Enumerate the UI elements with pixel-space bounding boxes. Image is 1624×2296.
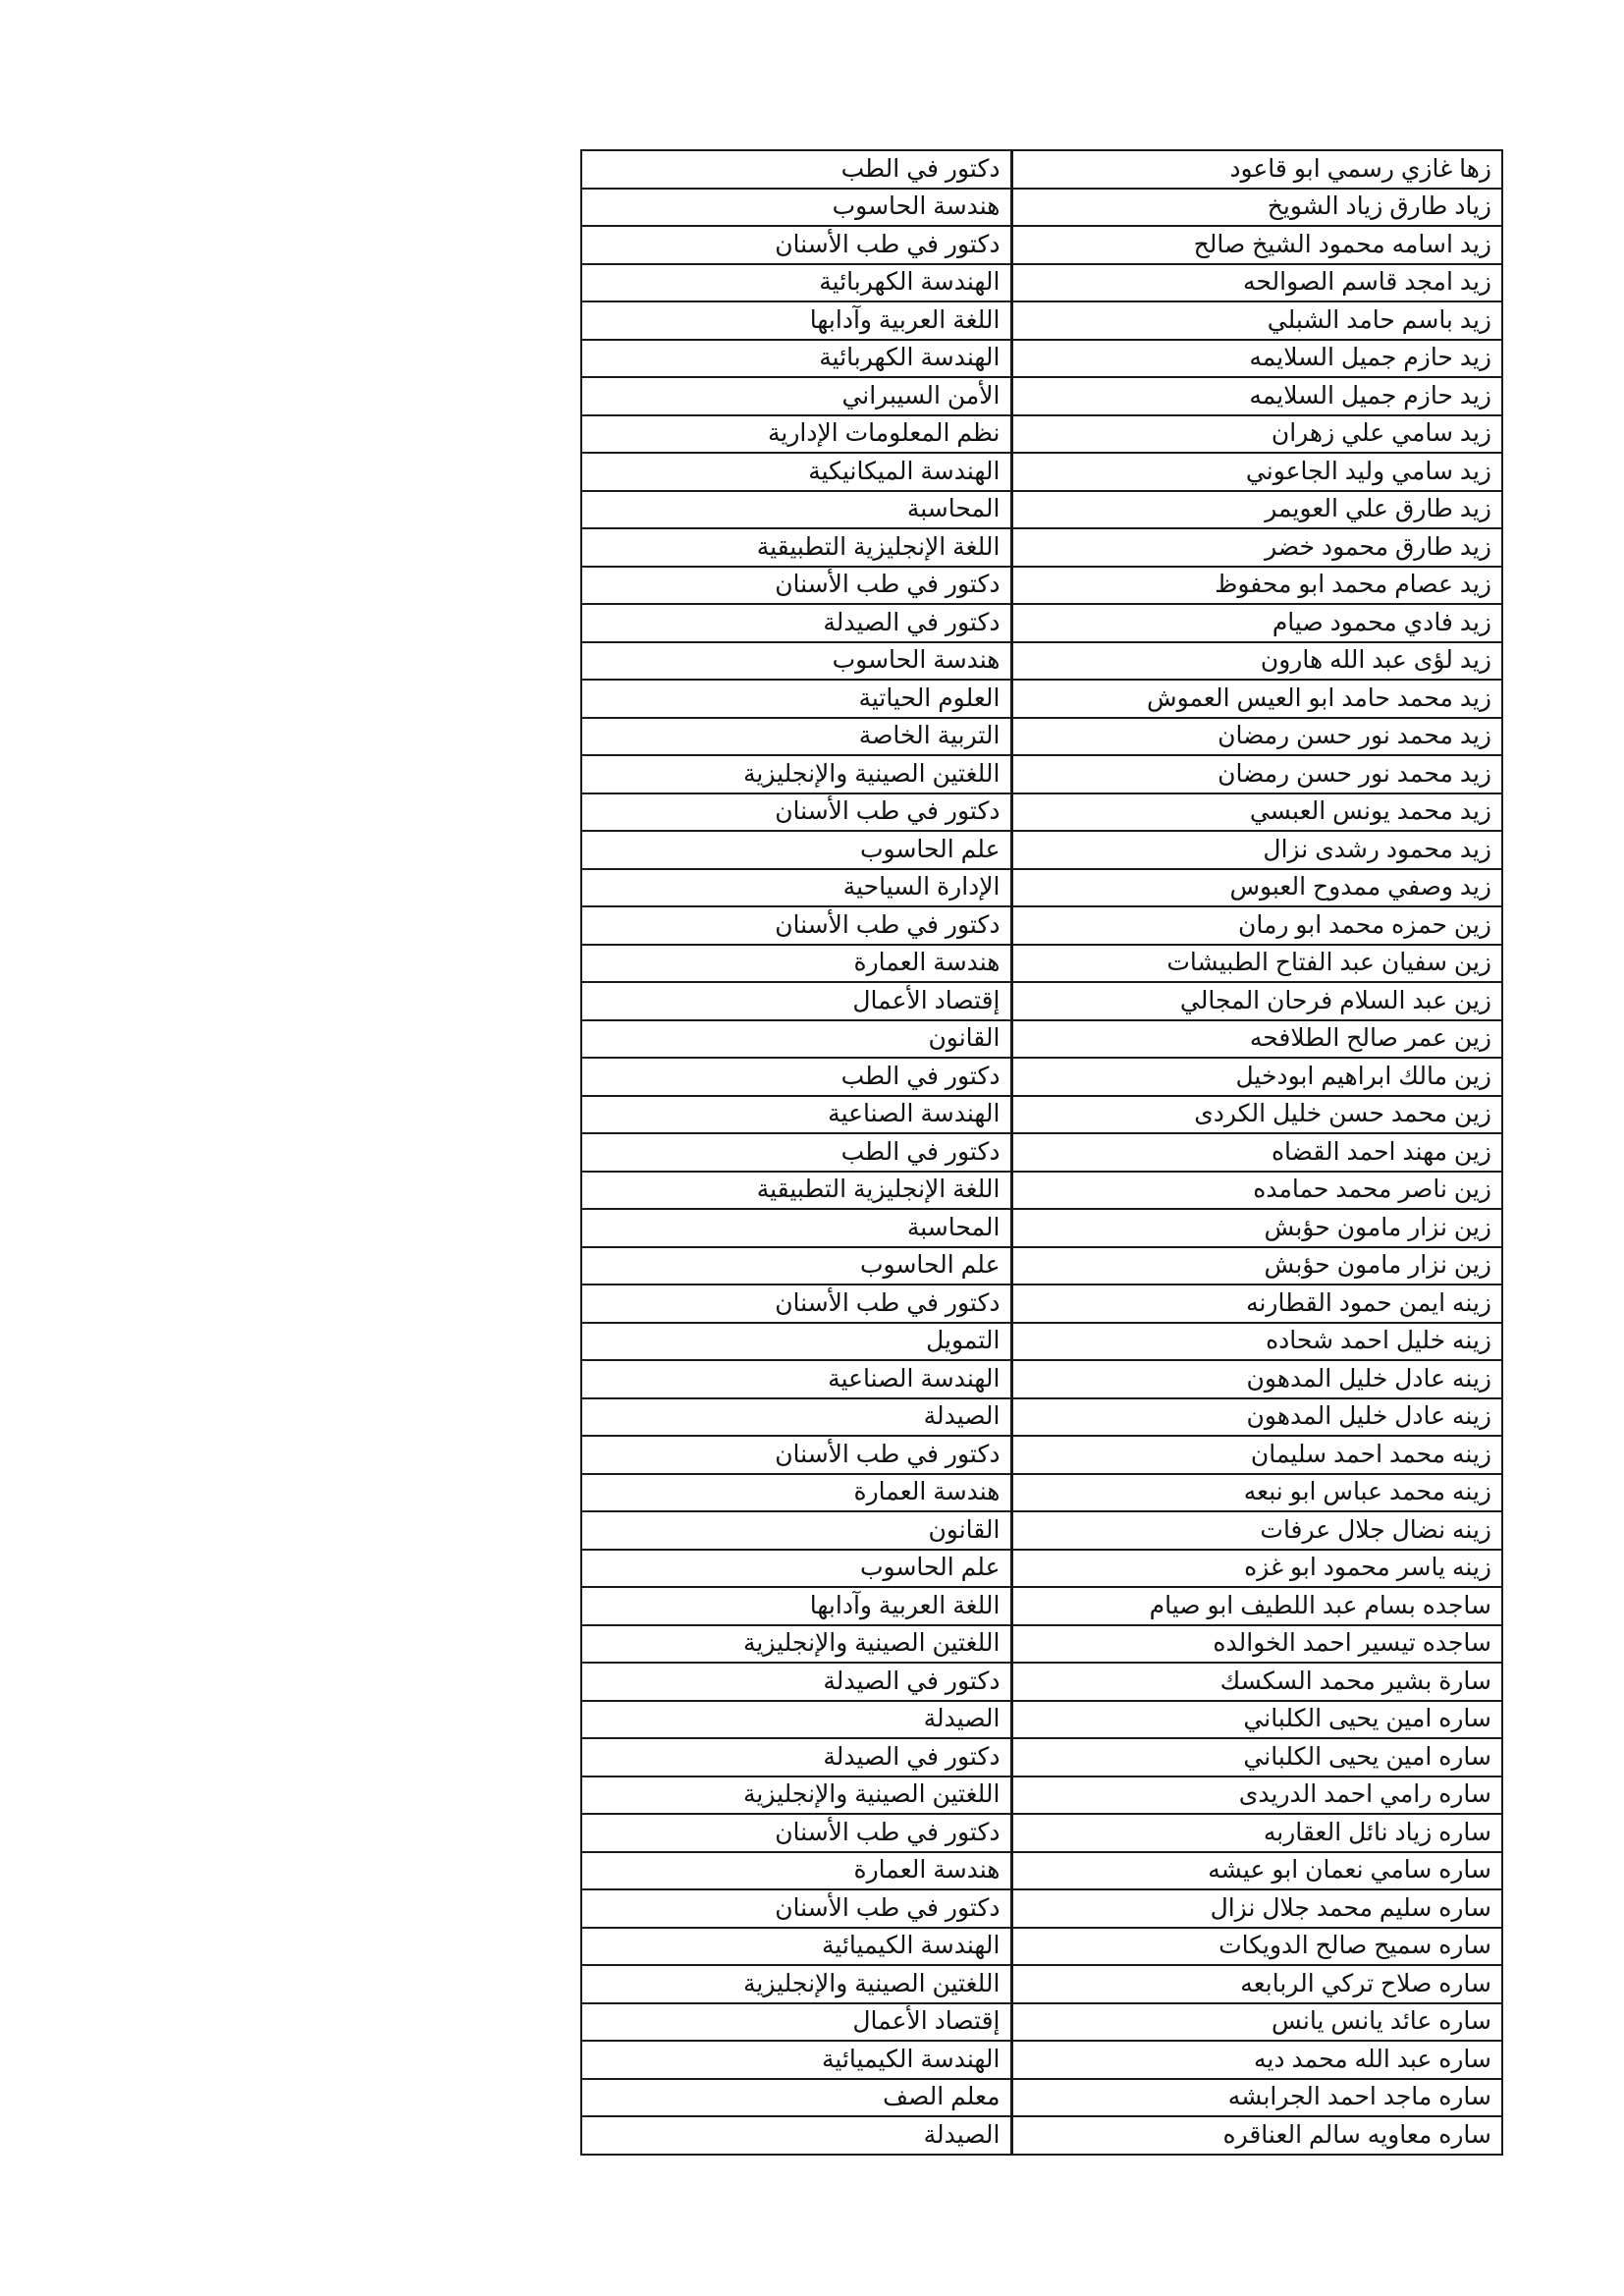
major-cell: علم الحاسوب: [581, 1247, 1011, 1285]
table-row: [581, 1285, 1502, 1323]
table-row: [581, 906, 1502, 945]
table-row: [581, 831, 1502, 869]
major-cell: العلوم الحياتية: [581, 680, 1011, 718]
table-row: [581, 1928, 1502, 1966]
student-name-cell: ساره امين يحيى الكلباني: [1011, 1701, 1502, 1739]
major-cell: القانون: [581, 1511, 1011, 1550]
student-name-cell: زيد محمد نور حسن رمضان: [1011, 718, 1502, 756]
table-row: [581, 755, 1502, 793]
table-row: [581, 982, 1502, 1020]
table-row: [581, 528, 1502, 567]
student-name-cell: ساره امين يحيى الكلباني: [1011, 1738, 1502, 1777]
major-cell: الأمن السيبراني: [581, 377, 1011, 415]
major-cell: دكتور في الصيدلة: [581, 604, 1011, 642]
table-row: [581, 1360, 1502, 1398]
table-row: [581, 301, 1502, 340]
student-name-cell: زيد اسامه محمود الشيخ صالح: [1011, 226, 1502, 264]
major-cell: الهندسة الكيميائية: [581, 2041, 1011, 2079]
major-cell: هندسة العمارة: [581, 1474, 1011, 1512]
table-row: [581, 869, 1502, 907]
student-name-cell: زياد طارق زياد الشويخ: [1011, 189, 1502, 227]
student-name-cell: زينه ايمن حمود القطارنه: [1011, 1285, 1502, 1323]
student-name-cell: ساره عائد يانس يانس: [1011, 2003, 1502, 2042]
student-name-cell: ساره صلاح تركي الربابعه: [1011, 1965, 1502, 2003]
major-cell: الصيدلة: [581, 1398, 1011, 1437]
major-cell: دكتور في طب الأسنان: [581, 906, 1011, 945]
major-cell: اللغتين الصينية والإنجليزية: [581, 755, 1011, 793]
major-cell: المحاسبة: [581, 491, 1011, 529]
table-row: [581, 1474, 1502, 1512]
major-cell: هندسة العمارة: [581, 945, 1011, 983]
major-cell: دكتور في طب الأسنان: [581, 1889, 1011, 1928]
table-row: [581, 1172, 1502, 1210]
student-name-cell: ساره عبد الله محمد ديه: [1011, 2041, 1502, 2079]
major-cell: دكتور في طب الأسنان: [581, 226, 1011, 264]
major-cell: دكتور في الطب: [581, 150, 1011, 189]
table-row: [581, 340, 1502, 378]
student-name-cell: زين حمزه محمد ابو رمان: [1011, 906, 1502, 945]
major-cell: دكتور في طب الأسنان: [581, 1285, 1011, 1323]
student-name-cell: زيد طارق علي العويمر: [1011, 491, 1502, 529]
table-row: [581, 2116, 1502, 2155]
table-row: [581, 1020, 1502, 1059]
table-row: [581, 2079, 1502, 2117]
table-row: [581, 453, 1502, 491]
student-name-cell: زينه محمد عباس ابو نبعه: [1011, 1474, 1502, 1512]
major-cell: الهندسة الكهربائية: [581, 340, 1011, 378]
major-cell: هندسة العمارة: [581, 1852, 1011, 1890]
major-cell: إقتصاد الأعمال: [581, 982, 1011, 1020]
student-name-cell: زيد امجد قاسم الصوالحه: [1011, 264, 1502, 302]
major-cell: الهندسة الكهربائية: [581, 264, 1011, 302]
major-cell: علم الحاسوب: [581, 831, 1011, 869]
student-name-cell: زها غازي رسمي ابو قاعود: [1011, 150, 1502, 189]
student-name-cell: زين نزار مامون حؤبش: [1011, 1247, 1502, 1285]
table-row: [581, 604, 1502, 642]
table-row: [581, 1625, 1502, 1664]
table-row: [581, 1209, 1502, 1247]
table-row: [581, 1511, 1502, 1550]
major-cell: دكتور في طب الأسنان: [581, 793, 1011, 832]
student-name-cell: ساجده تيسير احمد الخوالده: [1011, 1625, 1502, 1664]
student-name-cell: زينه خليل احمد شحاده: [1011, 1323, 1502, 1361]
table-row: [581, 415, 1502, 454]
major-cell: التربية الخاصة: [581, 718, 1011, 756]
table-row: [581, 793, 1502, 832]
table-row: [581, 1889, 1502, 1928]
table-row: [581, 1058, 1502, 1096]
table-row: [581, 377, 1502, 415]
major-cell: التمويل: [581, 1323, 1011, 1361]
student-name-cell: زين نزار مامون حؤبش: [1011, 1209, 1502, 1247]
student-name-cell: زيد محمد حامد ابو العيس العموش: [1011, 680, 1502, 718]
student-name-cell: سارة بشير محمد السكسك: [1011, 1663, 1502, 1701]
table-row: [581, 1852, 1502, 1890]
table-row: [581, 1965, 1502, 2003]
major-cell: المحاسبة: [581, 1209, 1011, 1247]
student-name-cell: زينه عادل خليل المدهون: [1011, 1360, 1502, 1398]
major-cell: الهندسة الصناعية: [581, 1096, 1011, 1134]
major-cell: الصيدلة: [581, 1701, 1011, 1739]
major-cell: هندسة الحاسوب: [581, 189, 1011, 227]
table-row: [581, 1663, 1502, 1701]
student-major-table: [580, 149, 1503, 2156]
major-cell: الهندسة الميكانيكية: [581, 453, 1011, 491]
table-row: [581, 150, 1502, 189]
student-name-cell: زيد محمد نور حسن رمضان: [1011, 755, 1502, 793]
major-cell: الإدارة السياحية: [581, 869, 1011, 907]
student-name-cell: زين سفيان عبد الفتاح الطبيشات: [1011, 945, 1502, 983]
major-cell: اللغتين الصينية والإنجليزية: [581, 1965, 1011, 2003]
table-row: [581, 945, 1502, 983]
student-name-cell: زين مالك ابراهيم ابودخيل: [1011, 1058, 1502, 1096]
major-cell: الصيدلة: [581, 2116, 1011, 2155]
major-cell: الهندسة الكيميائية: [581, 1928, 1011, 1966]
table-row: [581, 1133, 1502, 1172]
table-row: [581, 1436, 1502, 1474]
table-body: [581, 150, 1502, 2155]
student-name-cell: زين ناصر محمد حمامده: [1011, 1172, 1502, 1210]
student-name-cell: زين عبد السلام فرحان المجالي: [1011, 982, 1502, 1020]
major-cell: اللغة الإنجليزية التطبيقية: [581, 528, 1011, 567]
student-name-cell: زيد حازم جميل السلايمه: [1011, 377, 1502, 415]
major-cell: معلم الصف: [581, 2079, 1011, 2117]
table-row: [581, 1247, 1502, 1285]
table-row: [581, 2041, 1502, 2079]
major-cell: دكتور في الطب: [581, 1133, 1011, 1172]
student-name-cell: زيد محمود رشدى نزال: [1011, 831, 1502, 869]
student-name-cell: زيد سامي علي زهران: [1011, 415, 1502, 454]
major-cell: دكتور في طب الأسنان: [581, 567, 1011, 605]
major-cell: اللغة العربية وآدابها: [581, 301, 1011, 340]
major-cell: اللغتين الصينية والإنجليزية: [581, 1625, 1011, 1664]
student-name-cell: زين محمد حسن خليل الكردى: [1011, 1096, 1502, 1134]
student-name-cell: زين مهند احمد القضاه: [1011, 1133, 1502, 1172]
student-name-cell: ساره سامي نعمان ابو عيشه: [1011, 1852, 1502, 1890]
major-cell: القانون: [581, 1020, 1011, 1059]
table-row: [581, 1587, 1502, 1625]
student-name-cell: ساجده بسام عبد اللطيف ابو صيام: [1011, 1587, 1502, 1625]
student-name-cell: ساره سليم محمد جلال نزال: [1011, 1889, 1502, 1928]
student-name-cell: زينه عادل خليل المدهون: [1011, 1398, 1502, 1437]
table-row: [581, 718, 1502, 756]
table-row: [581, 226, 1502, 264]
table-row: [581, 2003, 1502, 2042]
student-name-cell: زين عمر صالح الطلافحه: [1011, 1020, 1502, 1059]
student-name-cell: ساره سميح صالح الدويكات: [1011, 1928, 1502, 1966]
student-name-cell: زيد وصفي ممدوح العبوس: [1011, 869, 1502, 907]
major-cell: دكتور في الصيدلة: [581, 1738, 1011, 1777]
table-row: [581, 1701, 1502, 1739]
table-row: [581, 680, 1502, 718]
table-row: [581, 1096, 1502, 1134]
student-name-cell: زيد طارق محمود خضر: [1011, 528, 1502, 567]
student-name-cell: زينه ياسر محمود ابو غزه: [1011, 1550, 1502, 1588]
student-name-cell: زينه نضال جلال عرفات: [1011, 1511, 1502, 1550]
major-cell: علم الحاسوب: [581, 1550, 1011, 1588]
student-name-cell: زيد سامي وليد الجاعوني: [1011, 453, 1502, 491]
major-cell: اللغتين الصينية والإنجليزية: [581, 1777, 1011, 1815]
major-cell: دكتور في طب الأسنان: [581, 1436, 1011, 1474]
major-cell: اللغة الإنجليزية التطبيقية: [581, 1172, 1011, 1210]
major-cell: اللغة العربية وآدابها: [581, 1587, 1011, 1625]
major-cell: دكتور في الطب: [581, 1058, 1011, 1096]
table-row: [581, 491, 1502, 529]
table-row: [581, 264, 1502, 302]
student-name-cell: زيد عصام محمد ابو محفوظ: [1011, 567, 1502, 605]
major-cell: نظم المعلومات الإدارية: [581, 415, 1011, 454]
student-name-cell: زيد حازم جميل السلايمه: [1011, 340, 1502, 378]
table-row: [581, 642, 1502, 681]
student-name-cell: ساره رامي احمد الدريدى: [1011, 1777, 1502, 1815]
table-row: [581, 1777, 1502, 1815]
table-row: [581, 189, 1502, 227]
table-row: [581, 1398, 1502, 1437]
major-cell: دكتور في الصيدلة: [581, 1663, 1011, 1701]
major-cell: دكتور في طب الأسنان: [581, 1814, 1011, 1852]
student-name-cell: ساره ماجد احمد الجرابشه: [1011, 2079, 1502, 2117]
table-row: [581, 1738, 1502, 1777]
table-row: [581, 1323, 1502, 1361]
major-cell: إقتصاد الأعمال: [581, 2003, 1011, 2042]
student-name-cell: زيد لؤى عبد الله هارون: [1011, 642, 1502, 681]
major-cell: هندسة الحاسوب: [581, 642, 1011, 681]
student-name-cell: ساره زياد نائل العقاربه: [1011, 1814, 1502, 1852]
student-name-cell: زيد فادي محمود صيام: [1011, 604, 1502, 642]
student-name-cell: زينه محمد احمد سليمان: [1011, 1436, 1502, 1474]
table-row: [581, 1814, 1502, 1852]
student-name-cell: زيد باسم حامد الشبلي: [1011, 301, 1502, 340]
student-name-cell: زيد محمد يونس العبسي: [1011, 793, 1502, 832]
major-cell: الهندسة الصناعية: [581, 1360, 1011, 1398]
table-row: [581, 567, 1502, 605]
table-row: [581, 1550, 1502, 1588]
student-name-cell: ساره معاويه سالم العناقره: [1011, 2116, 1502, 2155]
